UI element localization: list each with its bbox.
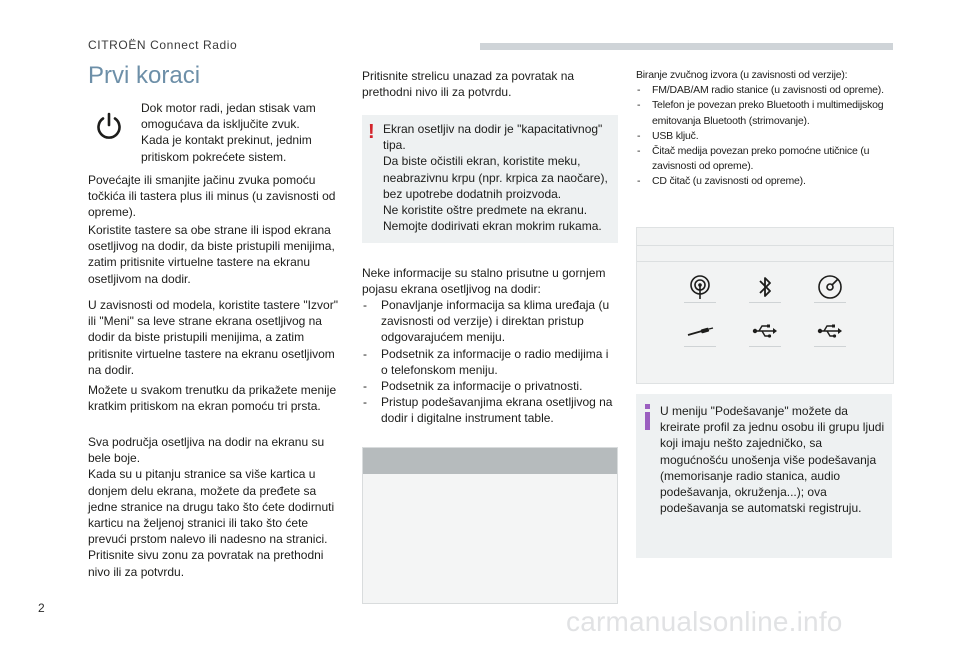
source-selection <box>636 68 894 190</box>
header-bar <box>480 43 893 50</box>
radio-icon[interactable] <box>686 273 714 301</box>
warning-icon: ! <box>368 121 375 143</box>
screen-divider <box>637 261 893 262</box>
list-item: - Ponavljanje informacija sa klima uređaja (u zavisnosti od verzije) i direktan pristup odgovarajućem meniju. <box>362 297 618 346</box>
top-band-list <box>362 297 618 427</box>
icon-underline <box>814 302 846 303</box>
list-item: - Telefon je povezan preko Bluetooth i multimedijskog emitovanja Bluetooth (strimovanje). <box>636 98 894 128</box>
page-title: Prvi koraci <box>88 62 201 89</box>
header-title: CITROËN Connect Radio <box>88 38 238 52</box>
watermark: carmanualsonline.info <box>566 606 843 637</box>
top-band-intro: Neke informacije su stalno prisutne u gornjem pojasu ekrana osetljivog na dodir: <box>362 266 606 297</box>
bluetooth-icon[interactable] <box>751 273 779 301</box>
power-description: Dok motor radi, jedan stisak vam omogućava da isključite zvuk. Kada je kontakt prekinut, jednim pritiskom pokrećete sistem. <box>141 101 316 164</box>
list-item: - CD čitač (u zavisnosti od opreme). <box>636 174 894 189</box>
cd-icon[interactable] <box>816 273 844 301</box>
list-item: - Čitač medija povezan preko pomoćne utičnice (u zavisnosti od opreme). <box>636 144 894 174</box>
list-item: - Podsetnik za informacije o privatnosti. <box>362 378 618 394</box>
warning-text: Ekran osetljiv na dodir je "kapacitativnog" tipa. Da biste očistili ekran, koristite meku, neabrazivnu krpu (npr. krpica za naočare), bez upotrebe dodatnih proizvoda. Ne koristite oštre predmete na ekranu. Nemojte dodirivati ekran mokrim rukama. <box>383 122 608 234</box>
icon-underline <box>684 346 716 347</box>
icon-underline <box>749 302 781 303</box>
aux-jack-icon[interactable] <box>686 317 714 345</box>
touch-zones-paragraph: Sva područja osetljiva na dodir na ekranu su bele boje. Kada su u pitanju stranice sa više kartica u donjem delu ekrana, možete da pređete sa jedne stranice na drugu tako što ćete dodirnuti karticu na željenoj stranici ili tako što ćete prevući prstom nalevo ili nadesno na stranici. Pritisnite sivu zonu za povratak na prethodni nivo ili za potvrdu. <box>88 435 335 579</box>
source-list <box>636 83 894 189</box>
menu-keys-paragraph: Koristite tastere sa obe strane ili ispod ekrana osetljivog na dodir, da biste pristupili menijima, zatim pritisnite virtuelne tastere na ekranu osetljivom na dodir. <box>88 223 335 286</box>
list-item: - Podsetnik za informacije o radio medijima i o telefonskom meniju. <box>362 346 618 378</box>
three-finger-paragraph: Možete u svakom trenutku da prikažete menije kratkim pritiskom na ekran pomoću tri prsta. <box>88 383 337 414</box>
list-item: - USB ključ. <box>636 129 894 144</box>
list-item: - FM/DAB/AM radio stanice (u zavisnosti od opreme). <box>636 83 894 98</box>
info-text: U meniju "Podešavanje" možete da kreirate profil za jednu osobu ili grupu ljudi koji imaju nešto zajedničko, sa mogućnošću unošenja više podešavanja (memorisanje radio stanica, audio podešavanja, okruženja...); ova podešavanja se automatski registruju. <box>660 404 885 516</box>
screen-placeholder-header <box>363 448 617 474</box>
icon-underline <box>749 346 781 347</box>
usb-icon[interactable] <box>751 317 779 345</box>
page-number: 2 <box>38 601 45 615</box>
icon-underline <box>814 346 846 347</box>
icon-underline <box>684 302 716 303</box>
info-icon <box>644 404 651 430</box>
power-icon <box>94 111 124 141</box>
source-screen <box>636 227 894 384</box>
usb-icon[interactable] <box>816 317 844 345</box>
source-menu-paragraph: U zavisnosti od modela, koristite tastere "Izvor" ili "Meni" sa leve strane ekrana osetljivog na dodir da biste pristupili menijima, a zatim pritisnite virtuelne tastere na ekranu osetljivom na dodir. <box>88 298 338 377</box>
screen-divider <box>637 245 893 246</box>
list-item: - Pristup podešavanjima ekrana osetljivog na dodir i digitalne instrument table. <box>362 394 618 426</box>
volume-paragraph: Povećajte ili smanjite jačinu zvuka pomoću točkića ili tastera plus ili minus (u zavisnosti od opreme). <box>88 173 336 220</box>
back-arrow-paragraph: Pritisnite strelicu unazad za povratak na prethodni nivo ili za potvrdu. <box>362 69 575 100</box>
source-intro: Biranje zvučnog izvora (u zavisnosti od verzije): <box>636 69 848 81</box>
